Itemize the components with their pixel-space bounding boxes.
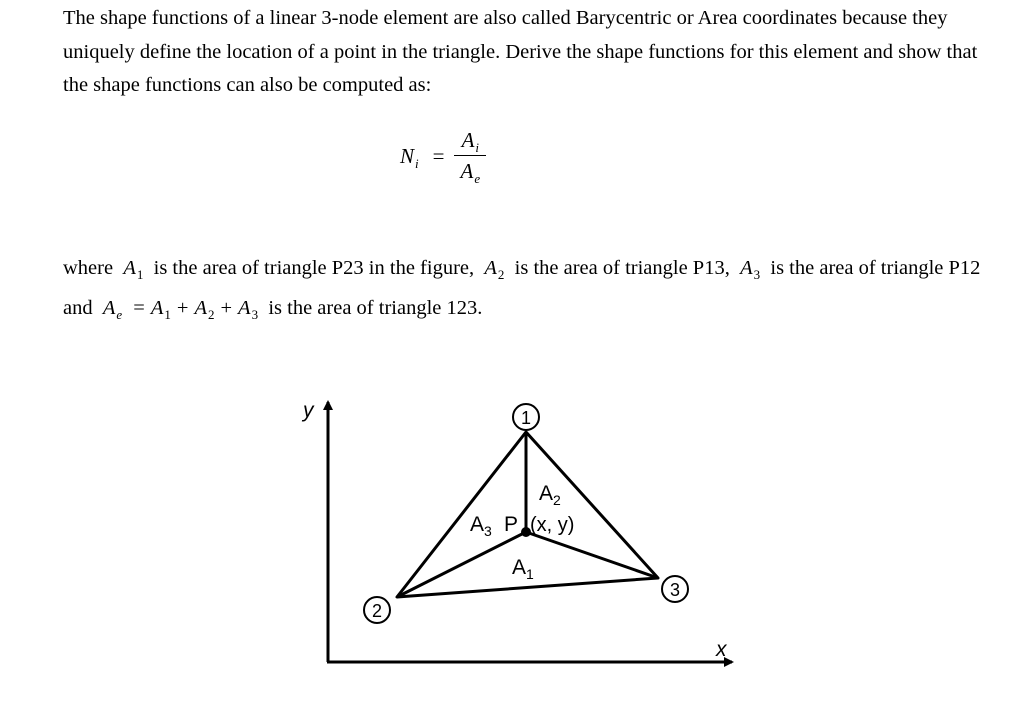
b1-subscript: 1 xyxy=(164,307,171,322)
formula-lhs-subscript: i xyxy=(415,155,419,171)
a3-subscript: 3 xyxy=(753,267,761,282)
node-2-label: 2 xyxy=(371,601,383,621)
formula-denominator-subscript: e xyxy=(474,171,481,186)
a2-symbol: A xyxy=(484,257,497,279)
line-p-to-node-2 xyxy=(397,532,526,597)
ae-subscript: e xyxy=(116,307,123,322)
formula-numerator-symbol: A xyxy=(461,128,475,152)
node-3-label: 3 xyxy=(669,580,681,600)
formula-numerator xyxy=(456,128,485,155)
intro-paragraph: The shape functions of a linear 3-node element are also called Barycentric or Area coordinates because they uniquely define the location of a point in the triangle. Derive the shape functions for this element and show that the shape functions can also be computed as: xyxy=(63,7,978,96)
area-a2-sub: 2 xyxy=(553,492,561,508)
formula-denominator-symbol: A xyxy=(460,159,474,183)
area-a1-base: A xyxy=(512,556,527,579)
a3-description: is the area of xyxy=(770,257,876,279)
where-paragraph xyxy=(63,249,993,329)
area-a3-sub: 3 xyxy=(484,523,492,539)
area-a3-label xyxy=(470,513,492,539)
b2-symbol: A xyxy=(194,297,207,319)
b1-symbol: A xyxy=(150,297,164,319)
x-axis-label: x xyxy=(716,638,727,661)
formula-numerator-subscript: i xyxy=(475,140,480,155)
plus-sign-2: + xyxy=(220,297,233,319)
point-p-label: P xyxy=(504,513,519,536)
a1-symbol: A xyxy=(123,257,136,279)
a2-description: is the area of triangle P13, xyxy=(514,257,730,279)
formula-lhs-symbol: N xyxy=(400,143,415,168)
b2-subscript: 2 xyxy=(207,307,215,322)
formula-fraction xyxy=(454,128,486,184)
formula-denominator xyxy=(454,156,486,184)
area-a1-sub: 1 xyxy=(526,566,534,582)
a1-subscript: 1 xyxy=(136,267,144,282)
triangle-p12-text: triangle P12 and xyxy=(63,257,981,319)
a3-symbol: A xyxy=(740,257,753,279)
formula-lhs xyxy=(400,144,419,169)
triangle-figure xyxy=(290,390,750,680)
ae-symbol: A xyxy=(102,297,116,319)
where-word: where xyxy=(63,257,114,279)
b3-subscript: 3 xyxy=(251,307,259,322)
area-a1-label xyxy=(512,556,534,582)
point-coords-label: (x, y) xyxy=(530,514,575,536)
y-axis-label: y xyxy=(303,399,314,422)
b3-symbol: A xyxy=(238,297,251,319)
plus-sign-1: + xyxy=(176,297,189,319)
ae-equals: = xyxy=(133,297,145,319)
a2-subscript: 2 xyxy=(497,267,505,282)
area-a2-base: A xyxy=(539,482,554,505)
ae-description: is the area of triangle 123. xyxy=(268,297,483,319)
area-a3-base: A xyxy=(470,513,485,536)
area-a2-label xyxy=(539,482,561,508)
shape-function-formula xyxy=(400,128,486,184)
formula-equals: = xyxy=(432,143,445,168)
a1-description: is the area of triangle P23 in the figure, xyxy=(153,257,475,279)
node-1-label: 1 xyxy=(520,408,532,428)
